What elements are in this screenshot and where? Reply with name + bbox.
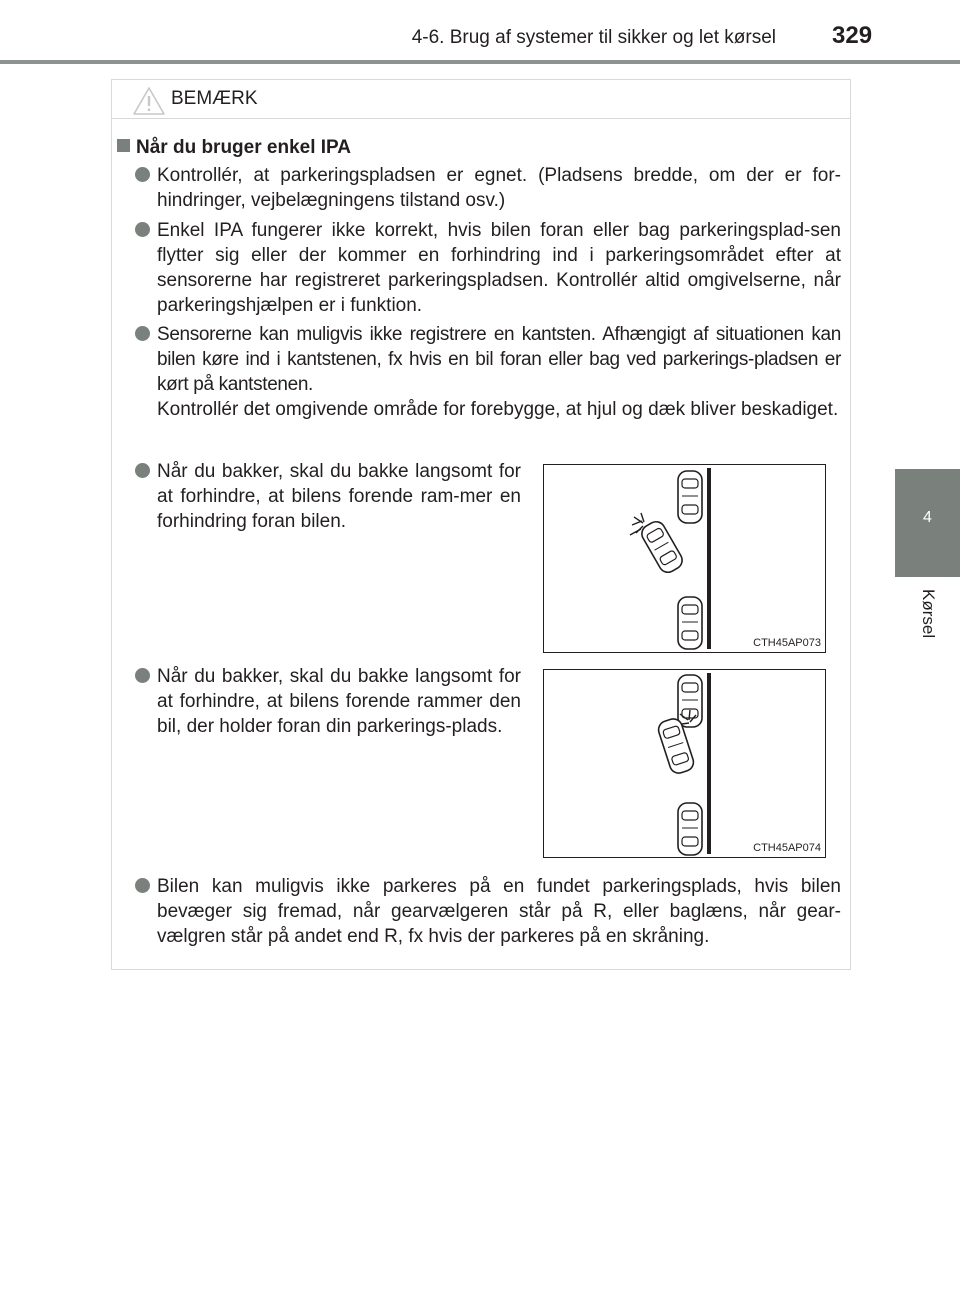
section-heading: [117, 137, 351, 159]
list-item: [157, 874, 841, 949]
figure-code: CTH45AP073: [753, 637, 821, 649]
note-title: BEMÆRK: [171, 88, 258, 109]
parking-scene-drawing: [544, 670, 825, 857]
bullet-dot-icon: [135, 222, 150, 237]
reversing-car-icon: [639, 518, 686, 575]
parked-car-icon: [678, 597, 702, 649]
list-item: [157, 459, 521, 534]
list-item: [157, 322, 841, 422]
parking-illustration: [543, 669, 826, 858]
bullet-dot-icon: [135, 878, 150, 893]
figure-code: CTH45AP074: [753, 842, 821, 854]
list-item-text: Når du bakker, skal du bakke langsomt for at forhindre, at bilens forende rammer den bil, der holder foran din parkerings-plads.: [157, 666, 521, 737]
list-item-text: Når du bakker, skal du bakke langsomt for at forhindre, at bilens forende ram-mer en forhindring foran bilen.: [157, 461, 521, 532]
chapter-number: 4: [923, 509, 932, 526]
header-rule: [0, 60, 960, 64]
bullet-dot-icon: [135, 326, 150, 341]
square-marker-icon: [117, 139, 130, 152]
header-section-title: 4-6. Brug af systemer til sikker og let kørsel: [411, 27, 776, 48]
list-item: [157, 218, 841, 318]
list-item-text: Kontrollér, at parkeringspladsen er egnet. (Pladsens bredde, om der er for-hindringer, vejbelægningens tilstand osv.): [157, 165, 841, 211]
list-item: [157, 664, 521, 739]
list-item-text: Sensorerne kan muligvis ikke registrere en kantsten. Afhængigt af situationen kan bilen køre ind i kantstenen, fx hvis en bil foran eller bag ved parkerings-pladsen er kørt på kantstenen.: [157, 324, 841, 395]
bullet-dot-icon: [135, 668, 150, 683]
section-heading-text: Når du bruger enkel IPA: [136, 137, 352, 158]
parked-car-icon: [678, 675, 702, 727]
chapter-tab: [895, 469, 960, 577]
note-header: [112, 80, 850, 119]
bullet-dot-icon: [135, 167, 150, 182]
list-item-text: Enkel IPA fungerer ikke korrekt, hvis bilen foran eller bag parkeringsplad-sen flytter sig eller der kommer en forhindring ind i parkeringsområdet efter at sensorerne har registreret parkeringspladsen. Kontrollér altid omgivelserne, når parkeringshjælpen er i funktion.: [157, 220, 841, 316]
list-item: [157, 163, 841, 213]
list-item-note: Kontrollér det omgivende område for forebygge, at hjul og dæk bliver beskadiget.: [157, 399, 839, 420]
list-item-text: Bilen kan muligvis ikke parkeres på en fundet parkeringsplads, hvis bilen bevæger sig fremad, når gearvælgeren står på R, eller baglæns, når gear-vælgren står på andet end R, fx hvis der parkeres på en skråning.: [157, 876, 841, 947]
bullet-dot-icon: [135, 463, 150, 478]
page-number: 329: [832, 22, 873, 49]
parked-car-icon: [678, 803, 702, 855]
parked-car-icon: [678, 471, 702, 523]
chapter-name: Kørsel: [919, 589, 938, 639]
parking-illustration: [543, 464, 826, 653]
parking-scene-drawing: [544, 465, 825, 652]
warning-triangle-icon: [132, 86, 166, 116]
